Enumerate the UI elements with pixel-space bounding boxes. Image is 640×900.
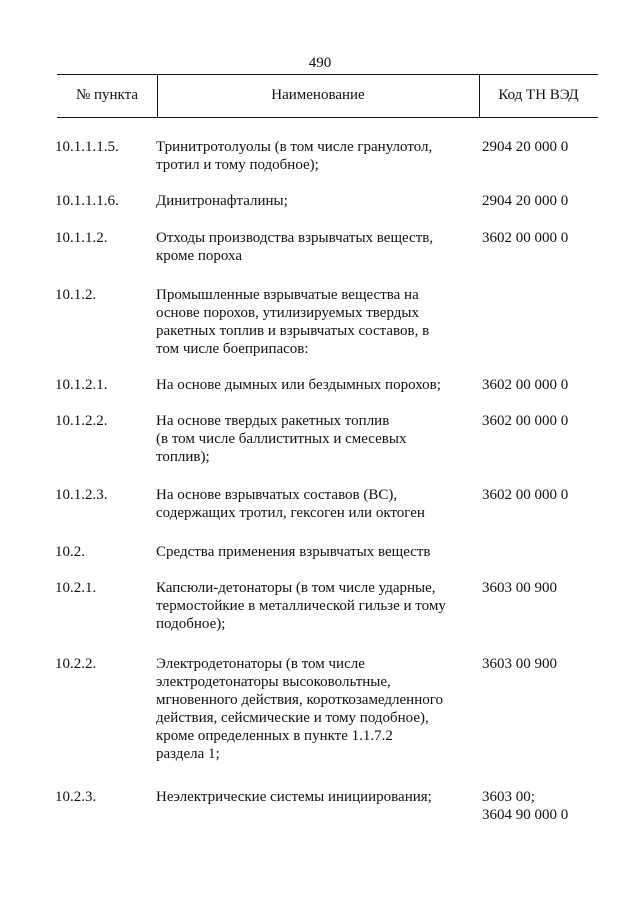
- row-name: [156, 412, 478, 466]
- row-code-line: 3602 00 000 0: [482, 230, 569, 246]
- row-name: [156, 138, 478, 174]
- row-name-line: Средства применения взрывчатых веществ: [156, 544, 431, 560]
- row-name-line: (в том числе баллиститных и смесевых: [156, 431, 407, 447]
- row-code: [482, 579, 602, 597]
- row-code: [482, 655, 602, 673]
- row-number: 10.1.1.1.5.: [55, 139, 119, 155]
- row-name-line: электродетонаторы высоковольтные,: [156, 674, 391, 690]
- row-name: [156, 192, 478, 210]
- row-name-line: Динитронафталины;: [156, 193, 288, 209]
- row-code-line: 2904 20 000 0: [482, 139, 569, 155]
- row-code: [482, 412, 602, 430]
- row-number: 10.1.2.1.: [55, 377, 108, 393]
- row-code-line: 3602 00 000 0: [482, 377, 569, 393]
- row-name-line: подобное);: [156, 616, 226, 632]
- row-name-line: тротил и тому подобное);: [156, 157, 319, 173]
- row-name-line: Отходы производства взрывчатых веществ,: [156, 230, 434, 246]
- row-number: 10.2.: [55, 544, 85, 560]
- row-name-line: На основе дымных или бездымных порохов;: [156, 377, 441, 393]
- row-name-line: Электродетонаторы (в том числе: [156, 656, 365, 672]
- row-code-line: 2904 20 000 0: [482, 193, 569, 209]
- row-code: [482, 192, 602, 210]
- row-code: [482, 486, 602, 504]
- header-num: № пункта: [75, 87, 139, 103]
- header-name: Наименование: [271, 87, 365, 103]
- row-number: 10.1.2.3.: [55, 487, 108, 503]
- row-name-line: том числе боеприпасов:: [156, 341, 309, 357]
- page-number: 490: [308, 55, 332, 71]
- row-name-line: Тринитротолуолы (в том числе гранулотол,: [156, 139, 433, 155]
- row-number: 10.1.2.: [55, 287, 97, 303]
- row-name-line: топлив);: [156, 449, 210, 465]
- row-name: [156, 579, 478, 633]
- row-name: [156, 286, 478, 358]
- header-code: Код ТН ВЭД: [498, 87, 579, 103]
- row-code: [482, 376, 602, 394]
- row-code-line: 3603 00;: [482, 789, 535, 805]
- row-number: 10.1.1.1.6.: [55, 193, 119, 209]
- row-number: 10.1.1.2.: [55, 230, 108, 246]
- row-name-line: содержащих тротил, гексоген или октоген: [156, 505, 425, 521]
- row-name: [156, 788, 478, 806]
- row-name-line: кроме определенных в пункте 1.1.7.2: [156, 728, 393, 744]
- table-header: [57, 74, 598, 118]
- row-code-line: 3602 00 000 0: [482, 413, 569, 429]
- row-name-line: Неэлектрические системы инициирования;: [156, 789, 432, 805]
- row-name: [156, 543, 478, 561]
- row-name-line: На основе взрывчатых составов (ВС),: [156, 487, 398, 503]
- row-code-line: 3603 00 900: [482, 656, 557, 672]
- row-name-line: кроме пороха: [156, 248, 243, 264]
- row-code-line: 3602 00 000 0: [482, 487, 569, 503]
- row-name: [156, 655, 478, 763]
- row-name-line: действия, сейсмические и тому подобное),: [156, 710, 429, 726]
- row-number: 10.1.2.2.: [55, 413, 108, 429]
- row-name-line: основе порохов, утилизируемых твердых: [156, 305, 419, 321]
- row-name-line: Промышленные взрывчатые вещества на: [156, 287, 419, 303]
- row-name-line: мгновенного действия, короткозамедленного: [156, 692, 443, 708]
- row-number: 10.2.1.: [55, 580, 97, 596]
- row-name-line: термостойкие в металлической гильзе и тому: [156, 598, 446, 614]
- row-name: [156, 229, 478, 265]
- row-number: 10.2.2.: [55, 656, 97, 672]
- row-name-line: раздела 1;: [156, 746, 220, 762]
- row-code: [482, 788, 602, 824]
- row-name-line: На основе твердых ракетных топлив: [156, 413, 390, 429]
- row-name-line: ракетных топлив и взрывчатых составов, в: [156, 323, 430, 339]
- row-name: [156, 376, 478, 394]
- row-code-line: 3604 90 000 0: [482, 807, 569, 823]
- row-number: 10.2.3.: [55, 789, 97, 805]
- row-code-line: 3603 00 900: [482, 580, 557, 596]
- row-code: [482, 229, 602, 247]
- row-code: [482, 138, 602, 156]
- row-name: [156, 486, 478, 522]
- row-name-line: Капсюли-детонаторы (в том числе ударные,: [156, 580, 436, 596]
